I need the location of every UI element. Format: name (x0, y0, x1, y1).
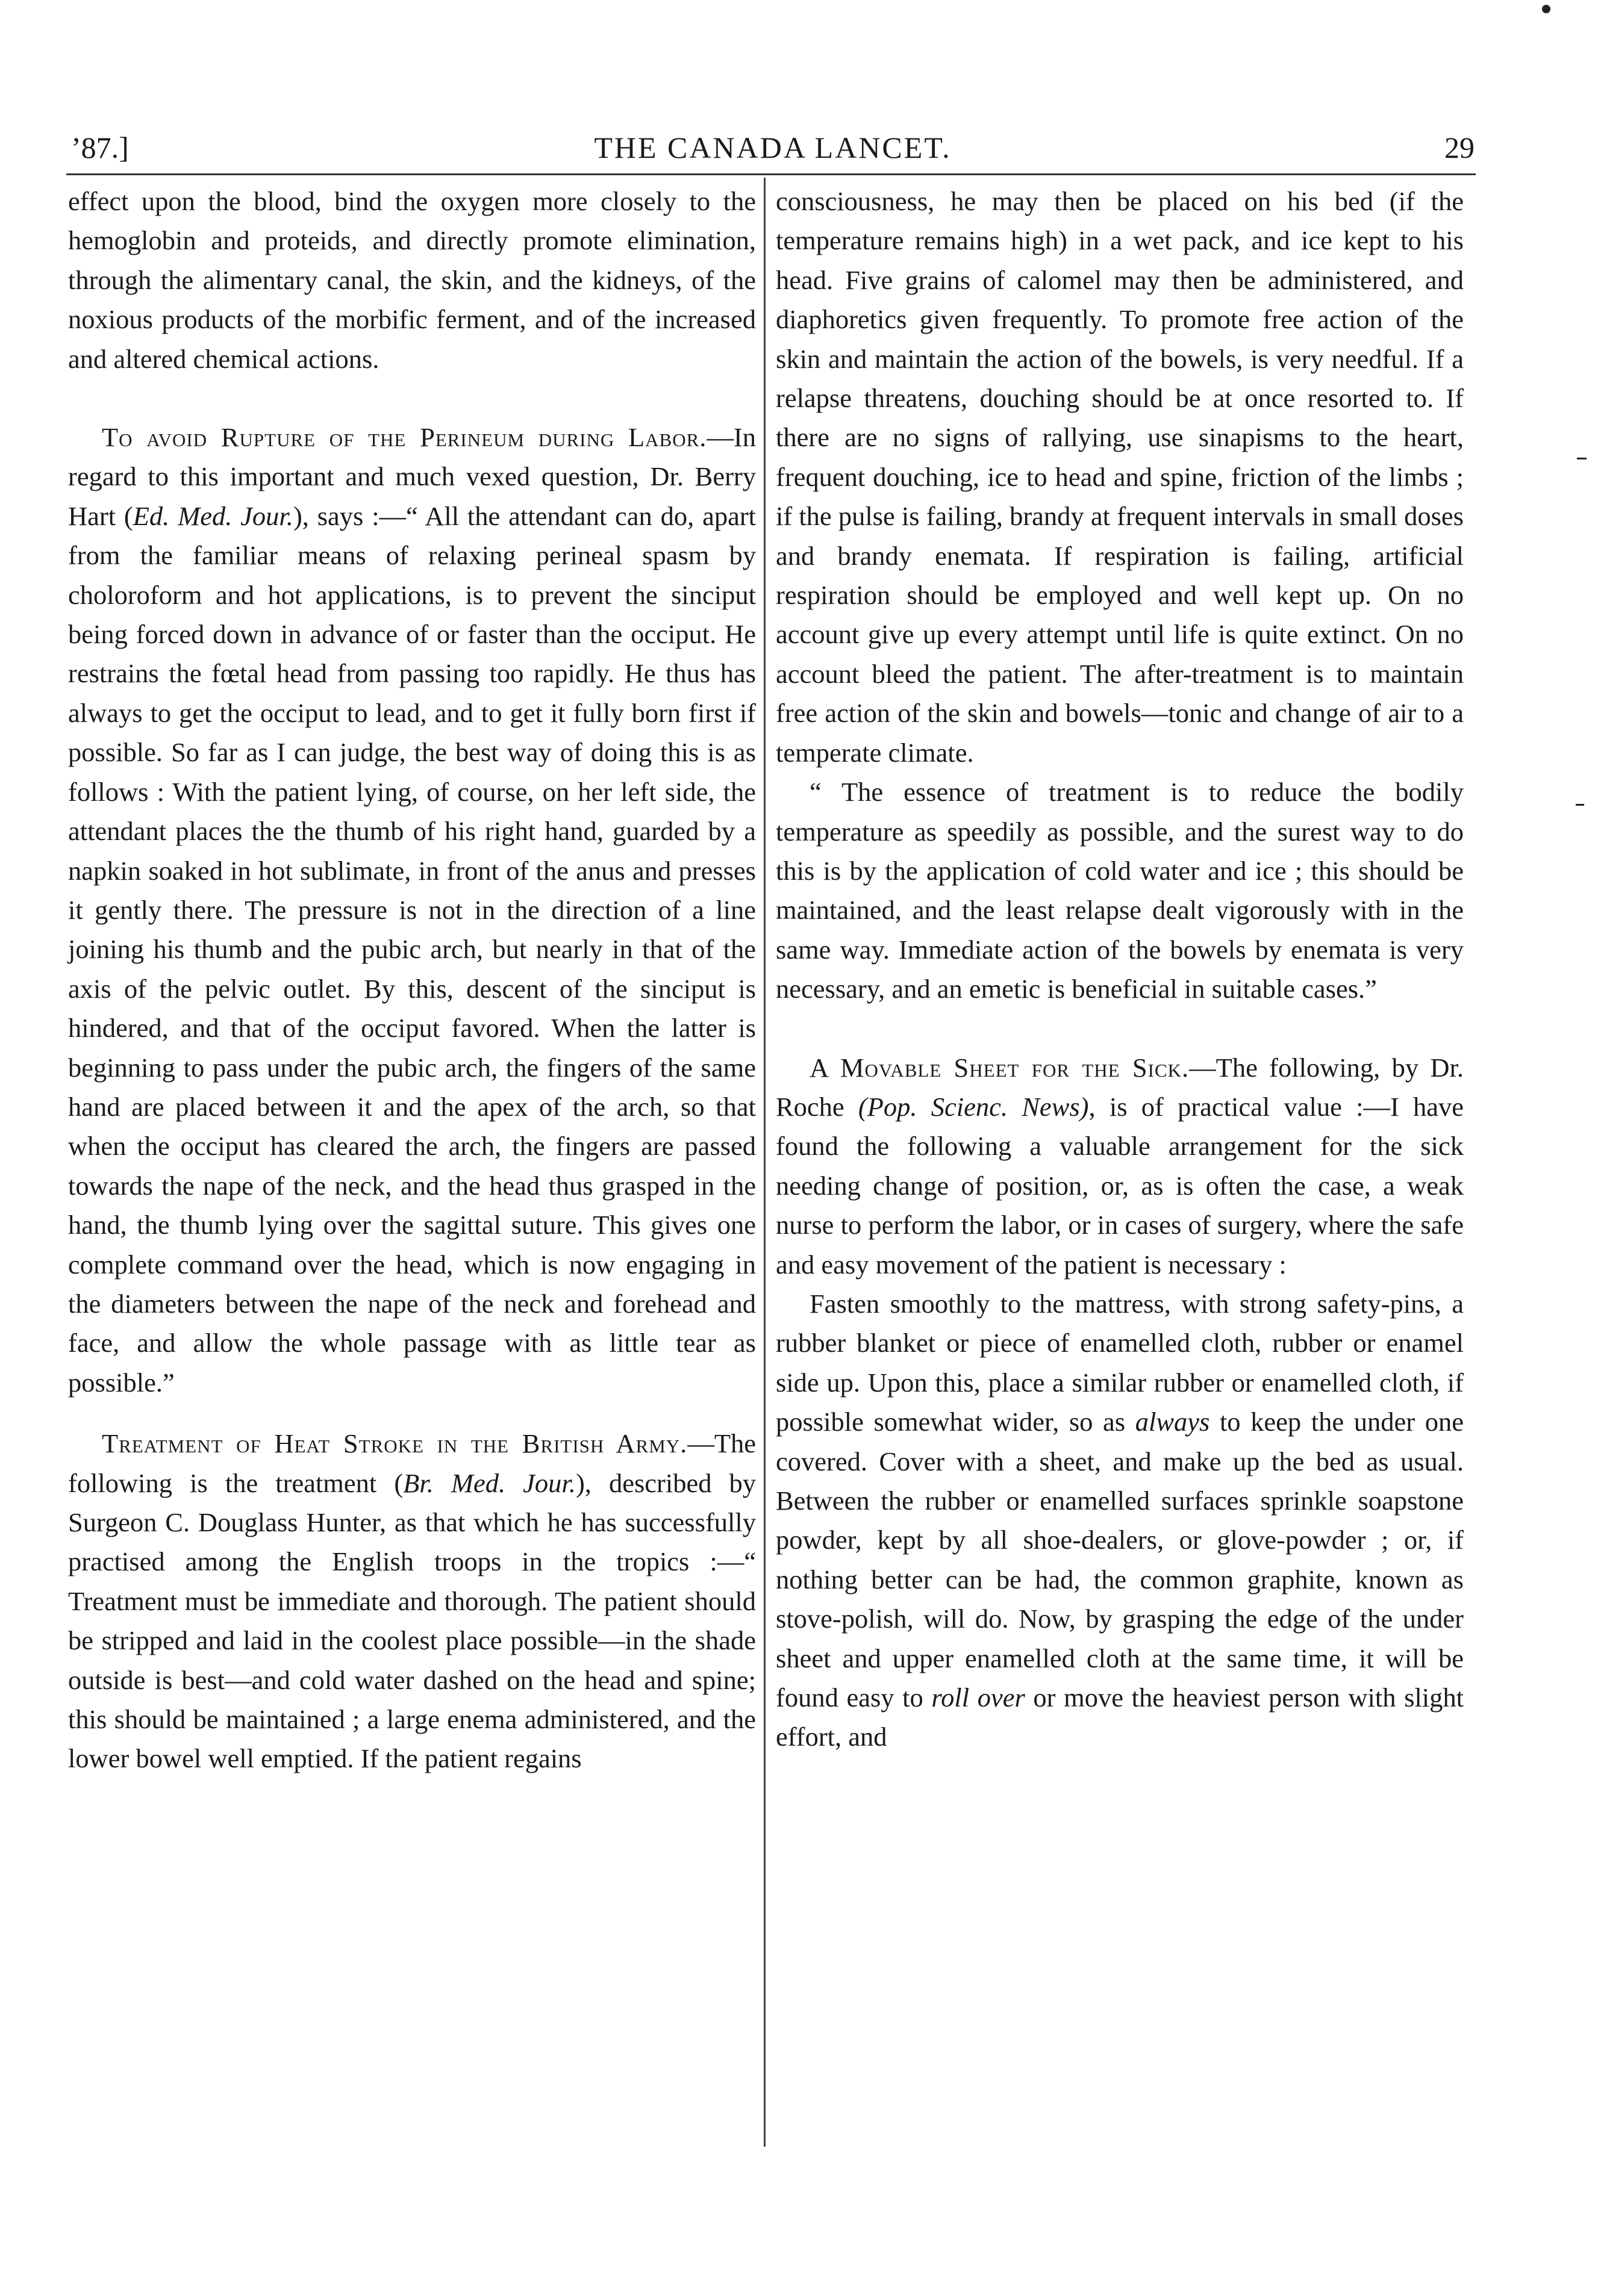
section-gap (68, 379, 756, 418)
scan-speck (1576, 804, 1584, 806)
section-gap (776, 1009, 1464, 1048)
heat-stroke-continued: consciousness, he may then be placed on his bed (if the temperature remains high) in a wet pack, and ice kept to his head. Five grains of calomel may then be administered, and diaphoretics given frequently. To promote free action of the skin and maintain the action of the bowels, is very needful. If a relapse threatens, douching should be at once resorted to. If there are no signs of rallying, use sinapisms to the heart, frequent douching, ice to head and spine, friction of the limbs ; if the pulse is failing, brandy at frequent intervals in small doses and brandy enemata. If respiration is failing, artificial respiration should be employed and well kept up. On no account give up every attempt until life is quite extinct. On no account bleed the patient. The after-treatment is to maintain free action of the skin and bowels—tonic and change of air to a temperate climate. (776, 186, 1464, 768)
left-column (68, 182, 756, 1779)
emphasis: roll over (931, 1682, 1025, 1713)
scan-speck (1577, 458, 1587, 459)
continued-paragraph: effect upon the blood, bind the oxygen more closely to the hemoglobin and proteids, and directly promote elimination, through the alimentary canal, the skin, and the kidneys, of the noxious products of the morbific ferment, and of the increased and altered chemical actions. (68, 186, 756, 374)
header-rule (66, 173, 1476, 175)
section-title-perineum: To avoid Rupture of the Perineum during Labor. (102, 422, 707, 453)
page-number: 29 (1444, 131, 1475, 164)
column-divider (764, 178, 766, 2147)
section-title-movable-sheet: A Movable Sheet for the Sick. (810, 1052, 1190, 1083)
citation: Ed. Med. Jour. (133, 500, 293, 531)
emphasis: always (1135, 1407, 1210, 1437)
section-gap (68, 1402, 756, 1424)
fasten-paragraph: Fasten smoothly to the mattress, with strong safety-pins, a rubber blanket or piece of enamelled cloth, rubber or enamel side up. Upon this, place a similar rubber or enamelled cloth, if possible somewhat wider, so as always to keep the under one covered. Cover with a sheet, and make up the bed as usual. Between the rubber or enamelled surfaces sprinkle soapstone powder, kept by all shoe-dealers, or glove-powder ; or, if nothing better can be had, the common graphite, known as stove-polish, will do. Now, by grasping the edge of the under sheet and upper enamelled cloth at the same time, it will be found easy to roll over or move the heaviest person with slight effort, and (776, 1288, 1464, 1752)
citation: Br. Med. Jour. (403, 1467, 576, 1498)
heat-stroke-article: Treatment of Heat Stroke in the British Army.—The following is the treatment (Br. Med. Jour.), described by Surgeon C. Douglass Hunter, as that which he has successfully practised among the English troops in the tropics :—“ Treatment must be immediate and thorough. The patient should be stripped and laid in the coolest place possible—in the shade outside is best—and cold water dashed on the head and spine; this should be maintained ; a large enema administered, and the lower bowel well emptied. If the patient regains (68, 1428, 756, 1774)
volume-mark: ’87.] (71, 131, 129, 164)
essence-paragraph: “ The essence of treatment is to reduce the bodily temperature as speedily as possible, and the surest way to do this is by the application of cold water and ice ; this should be maintained, and the least relapse dealt vigorously with in the same way. Immediate action of the bowels by enemata is very necessary, and an emetic is beneficial in suitable cases.” (776, 777, 1464, 1004)
right-column (776, 182, 1464, 1757)
citation: (Pop. Scienc. News) (858, 1091, 1089, 1122)
scan-speck (1542, 5, 1550, 13)
journal-title: THE CANADA LANCET. (594, 131, 952, 164)
section-title-heat-stroke: Treatment of Heat Stroke in the British Army. (102, 1428, 688, 1459)
perineum-article: To avoid Rupture of the Perineum during Labor.—In regard to this important and much vexed question, Dr. Berry Hart (Ed. Med. Jour.), says :—“ All the attendant can do, apart from the familiar means of relaxing perineal spasm by choloroform and hot applications, is to prevent the sinciput being forced down in advance of or faster than the occiput. He restrains the fœtal head from passing too rapidly. He thus has always to get the occiput to lead, and to get it fully born first if possible. So far as I can judge, the best way of doing this is as follows : With the patient lying, of course, on her left side, the attendant places the the thumb of his right hand, guarded by a napkin soaked in hot sublimate, in front of the anus and presses it gently there. The pressure is not in the direction of a line joining his thumb and the pubic arch, but nearly in that of the axis of the pelvic outlet. By this, descent of the sinciput is hindered, and that of the occiput favored. When the latter is beginning to pass under the pubic arch, the fingers of the same hand are placed between it and the apex of the arch, so that when the occiput has cleared the arch, the fingers are passed towards the nape of the neck, and the head thus grasped in the hand, the thumb lying over the sagittal suture. This gives one complete command over the head, which is now engaging in the diameters between the nape of the neck and forehead and face, and allow the whole passage with as little tear as possible.” (68, 422, 757, 1398)
running-header (71, 123, 1475, 172)
movable-sheet-article: A Movable Sheet for the Sick.—The following, by Dr. Roche (Pop. Scienc. News), is of practical value :—I have found the following a valuable arrangement for the sick needing change of position, or, as is often the case, a weak nurse to perform the labor, or in cases of surgery, where the safe and easy movement of the patient is necessary : (776, 1052, 1464, 1280)
